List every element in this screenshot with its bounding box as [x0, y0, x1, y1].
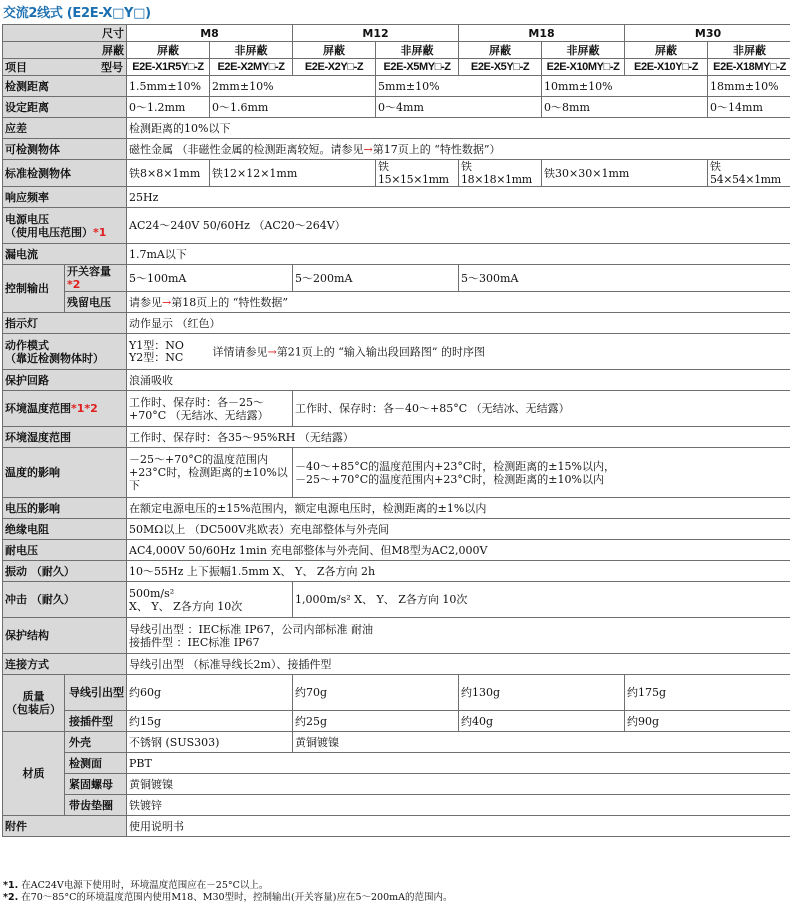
shield-type: 屏蔽 — [293, 42, 376, 59]
case-m8: 不锈钢 (SUS303) — [127, 732, 293, 753]
size-m8: M8 — [127, 25, 293, 42]
set-dist-value: 0～1.6mm — [210, 97, 376, 118]
arrow-icon: → — [162, 295, 172, 309]
switch-value: 5～100mA — [127, 265, 293, 292]
temp-effect-m8: －25～+70°C的温度范围内+23°C时，检测距离的±10%以下 — [127, 448, 293, 498]
page-title: 交流2线式 (E2E-X□Y□) — [3, 6, 151, 21]
row-label-switch: 开关容量*2 — [65, 265, 127, 292]
shield-type: 非屏蔽 — [708, 42, 790, 59]
note-marker: *2 — [67, 278, 81, 291]
detect-dist-value: 1.5mm±10% — [127, 76, 210, 97]
shield-type: 屏蔽 — [459, 42, 542, 59]
row-label-residual: 残留电压 — [65, 292, 127, 313]
detect-dist-value: 5mm±10% — [376, 76, 542, 97]
model-number: E2E-X1R5Y□-Z — [127, 59, 210, 76]
case-other: 黄铜镀镍 — [293, 732, 790, 753]
row-label-accessory: 附件 — [3, 816, 127, 837]
weight-lead-value: 约70g — [293, 675, 459, 711]
protection-value: 导线引出型 ：IEC标准 IP67，公司内部标准 耐油 接插件型 ：IEC标准 IP67 — [127, 618, 790, 654]
nut-value: 黄铜镀镍 — [127, 774, 790, 795]
temp-effect-other: －40～+85°C的温度范围内+23°C时，检测距离的±15%以内， －25～+70°C的温度范围内+23°C时，检测距离的±10%以内 — [293, 448, 790, 498]
model-number: E2E-X10MY□-Z — [542, 59, 625, 76]
row-label-volt-effect: 电压的影响 — [3, 498, 127, 519]
row-label-face: 检测面 — [65, 753, 127, 774]
row-label-op-mode: 动作模式 （靠近检测物体时） — [3, 334, 127, 370]
voltage-value: AC24～240V 50/60Hz （AC20～264V） — [127, 208, 790, 244]
weight-conn-value: 约25g — [293, 711, 459, 732]
shield-type: 非屏蔽 — [542, 42, 625, 59]
row-label-voltage: 电源电压 （使用电压范围）*1 — [3, 208, 127, 244]
face-value: PBT — [127, 753, 790, 774]
size-label: 尺寸 — [3, 25, 127, 42]
shock-m8: 500m/s² X、 Y、 Z各方向 10次 — [127, 582, 293, 618]
row-label-lead: 导线引出型 — [65, 675, 127, 711]
row-label-protect-circuit: 保护回路 — [3, 370, 127, 391]
model-number: E2E-X5Y□-Z — [459, 59, 542, 76]
arrow-icon: → — [267, 345, 277, 358]
amb-temp-other: 工作时、保存时：各－40～+85°C （无结冰、无结露） — [293, 391, 790, 427]
row-label-washer: 带齿垫圈 — [65, 795, 127, 816]
size-m18: M18 — [459, 25, 625, 42]
model-label: 型号 — [101, 60, 123, 74]
row-label-indicator: 指示灯 — [3, 313, 127, 334]
indicator-value: 动作显示 （红色） — [127, 313, 790, 334]
item-model-label — [3, 59, 127, 76]
row-label-temp-effect: 温度的影响 — [3, 448, 127, 498]
set-dist-value: 0～4mm — [376, 97, 542, 118]
hysteresis-value: 检测距离的10%以下 — [127, 118, 790, 139]
row-label-nut: 紧固螺母 — [65, 774, 127, 795]
row-label-control: 控制输出 — [3, 265, 65, 313]
protect-circuit-value: 浪涌吸收 — [127, 370, 790, 391]
response-value: 25Hz — [127, 187, 790, 208]
model-number: E2E-X5MY□-Z — [376, 59, 459, 76]
set-dist-value: 0～8mm — [542, 97, 708, 118]
row-label-amb-temp: 环境温度范围*1*2 — [3, 391, 127, 427]
shield-type: 屏蔽 — [127, 42, 210, 59]
accessory-value: 使用说明书 — [127, 816, 790, 837]
insulation-value: 50MΩ以上 （DC500V兆欧表）充电部整体与外壳间 — [127, 519, 790, 540]
set-dist-value: 0～14mm — [708, 97, 790, 118]
row-label-connection: 连接方式 — [3, 654, 127, 675]
row-label-amb-humid: 环境湿度范围 — [3, 427, 127, 448]
model-number: E2E-X2MY□-Z — [210, 59, 293, 76]
row-label-leakage: 漏电流 — [3, 244, 127, 265]
shield-type: 非屏蔽 — [210, 42, 293, 59]
spec-table — [2, 24, 790, 837]
row-label-vibration: 振动 （耐久） — [3, 561, 127, 582]
row-label-hysteresis: 应差 — [3, 118, 127, 139]
row-label-material: 材质 — [3, 732, 65, 816]
op-mode-detail: 详情请参见→第21页上的 “输入输出段回路图” 的时序图 — [212, 345, 485, 358]
model-number: E2E-X18MY□-Z — [708, 59, 790, 76]
row-label-weight: 质量 （包装后） — [3, 675, 65, 732]
weight-conn-value: 约40g — [459, 711, 625, 732]
withstand-value: AC4,000V 50/60Hz 1min 充电部整体与外壳间、但M8型为AC2,000V — [127, 540, 790, 561]
row-label-conn: 接插件型 — [65, 711, 127, 732]
row-label-response: 响应频率 — [3, 187, 127, 208]
row-label-set-dist: 设定距离 — [3, 97, 127, 118]
weight-conn-value: 约90g — [625, 711, 790, 732]
std-object-value: 铁8×8×1mm — [127, 160, 210, 187]
shield-type: 非屏蔽 — [376, 42, 459, 59]
detect-dist-value: 18mm±10% — [708, 76, 790, 97]
row-label-case: 外壳 — [65, 732, 127, 753]
volt-effect-value: 在额定电源电压的±15%范围内，额定电源电压时，检测距离的±1%以内 — [127, 498, 790, 519]
footnotes — [3, 880, 453, 904]
row-label-std-object: 标准检测物体 — [3, 160, 127, 187]
washer-value: 铁镀锌 — [127, 795, 790, 816]
row-label-withstand: 耐电压 — [3, 540, 127, 561]
std-object-value: 铁15×15×1mm — [376, 160, 459, 187]
std-object-value: 铁30×30×1mm — [542, 160, 708, 187]
shield-label: 屏蔽 — [3, 42, 127, 59]
note-marker: *1 — [93, 225, 107, 239]
footnote: *1. 在AC24V电源下使用时，环境温度范围应在－25°C以上。 — [3, 880, 269, 891]
std-object-value: 铁54×54×1mm — [708, 160, 790, 187]
detect-dist-value: 10mm±10% — [542, 76, 708, 97]
vibration-value: 10～55Hz 上下振幅1.5mm X、 Y、 Z各方向 2h — [127, 561, 790, 582]
weight-lead-value: 约130g — [459, 675, 625, 711]
switch-value: 5～300mA — [459, 265, 790, 292]
residual-value: 请参见→第18页上的 “特性数据” — [127, 292, 790, 313]
std-object-value: 铁12×12×1mm — [210, 160, 376, 187]
connection-value: 导线引出型 （标准导线长2m）、接插件型 — [127, 654, 790, 675]
weight-lead-value: 约60g — [127, 675, 293, 711]
row-label-detectable: 可检测物体 — [3, 139, 127, 160]
footnote: *2. 在70～85°C的环境温度范围内使用M18、M30型时，控制输出(开关容量)应在5～200mA的范围内。 — [3, 892, 453, 903]
std-object-value: 铁18×18×1mm — [459, 160, 542, 187]
op-mode-value: Y1型：NO Y2型：NC 详情请参见→第21页上的 “输入输出段回路图” 的时序图 — [127, 334, 790, 370]
model-number: E2E-X10Y□-Z — [625, 59, 708, 76]
switch-value: 5～200mA — [293, 265, 459, 292]
weight-conn-value: 约15g — [127, 711, 293, 732]
item-label: 项目 — [5, 60, 27, 74]
size-m30: M30 — [625, 25, 790, 42]
shield-type: 屏蔽 — [625, 42, 708, 59]
detect-dist-value: 2mm±10% — [210, 76, 376, 97]
arrow-icon: → — [363, 142, 373, 156]
amb-temp-m8: 工作时、保存时：各－25～+70°C （无结冰、无结露） — [127, 391, 293, 427]
set-dist-value: 0～1.2mm — [127, 97, 210, 118]
row-label-protection: 保护结构 — [3, 618, 127, 654]
amb-humid-value: 工作时、保存时：各35～95%RH （无结露） — [127, 427, 790, 448]
model-number: E2E-X2Y□-Z — [293, 59, 376, 76]
shock-other: 1,000m/s² X、 Y、 Z各方向 10次 — [293, 582, 790, 618]
leakage-value: 1.7mA以下 — [127, 244, 790, 265]
detectable-value: 磁性金属 （非磁性金属的检测距离较短。请参见→第17页上的 “特性数据”） — [127, 139, 790, 160]
size-m12: M12 — [293, 25, 459, 42]
weight-lead-value: 约175g — [625, 675, 790, 711]
row-label-shock: 冲击 （耐久） — [3, 582, 127, 618]
row-label-insulation: 绝缘电阻 — [3, 519, 127, 540]
note-marker: *1*2 — [71, 402, 98, 415]
row-label-detect-dist: 检测距离 — [3, 76, 127, 97]
